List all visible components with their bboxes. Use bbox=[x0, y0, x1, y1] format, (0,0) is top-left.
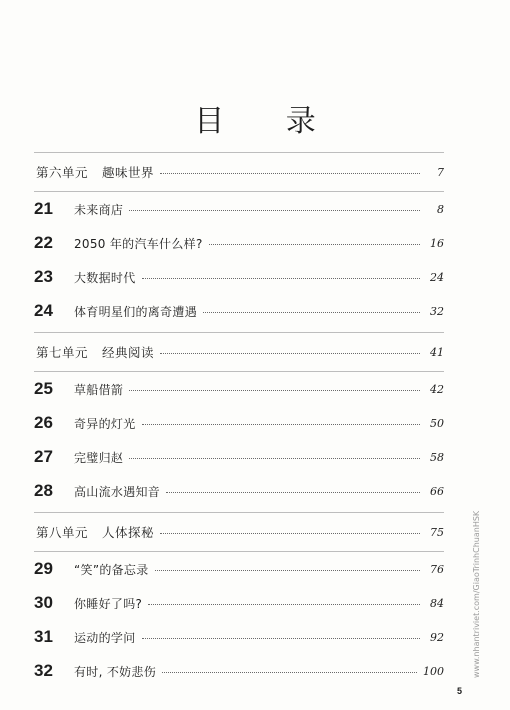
page-ref: 58 bbox=[430, 450, 444, 464]
dot-leader bbox=[162, 671, 417, 673]
dot-leader bbox=[129, 389, 420, 391]
lesson-title: 完璧归赵 bbox=[74, 450, 124, 465]
toc-lesson-26[interactable] bbox=[34, 406, 444, 440]
page-ref: 50 bbox=[430, 416, 444, 430]
toc-lesson-21[interactable] bbox=[34, 192, 444, 226]
dot-leader bbox=[155, 569, 420, 571]
page-ref: 75 bbox=[430, 525, 444, 539]
toc-unit-7[interactable] bbox=[34, 333, 444, 371]
toc-unit-8[interactable] bbox=[34, 513, 444, 551]
lesson-title: 高山流水遇知音 bbox=[74, 484, 161, 499]
lesson-number: 30 bbox=[34, 593, 53, 612]
lesson-number: 23 bbox=[34, 267, 53, 286]
lesson-title: “笑”的备忘录 bbox=[74, 562, 149, 577]
page-ref: 76 bbox=[430, 562, 444, 576]
page-title: 目 录 bbox=[194, 104, 342, 139]
lesson-number: 32 bbox=[34, 661, 53, 680]
toc-lesson-30[interactable] bbox=[34, 586, 444, 620]
page-ref: 16 bbox=[430, 236, 444, 250]
unit-name: 经典阅读 bbox=[102, 345, 155, 360]
page-ref: 42 bbox=[430, 382, 444, 396]
page-ref: 92 bbox=[430, 630, 444, 644]
page-ref: 32 bbox=[430, 304, 444, 318]
dot-leader bbox=[129, 209, 420, 211]
toc-unit-6[interactable] bbox=[34, 153, 444, 191]
lesson-title: 草船借箭 bbox=[74, 382, 124, 397]
lesson-number: 27 bbox=[34, 447, 53, 466]
dot-leader bbox=[203, 311, 420, 313]
unit-label: 第六单元 bbox=[36, 165, 89, 180]
page-ref: 66 bbox=[430, 484, 444, 498]
page-ref: 8 bbox=[437, 202, 444, 216]
toc-lesson-24[interactable] bbox=[34, 294, 444, 328]
dot-leader bbox=[148, 603, 420, 605]
dot-leader bbox=[129, 457, 420, 459]
dot-leader bbox=[142, 637, 420, 639]
dot-leader bbox=[160, 352, 420, 354]
page-ref: 24 bbox=[430, 270, 444, 284]
lesson-title: 2050 年的汽车什么样? bbox=[74, 236, 203, 251]
dot-leader bbox=[166, 491, 420, 493]
page-ref: 7 bbox=[437, 165, 444, 179]
page-number: 5 bbox=[457, 686, 463, 696]
unit-label: 第七单元 bbox=[36, 345, 89, 360]
lesson-title: 大数据时代 bbox=[74, 270, 136, 285]
unit-label: 第八单元 bbox=[36, 525, 89, 540]
dot-leader bbox=[142, 277, 420, 279]
toc-lesson-23[interactable] bbox=[34, 260, 444, 294]
unit-name: 趣味世界 bbox=[102, 165, 155, 180]
page-ref: 84 bbox=[430, 596, 444, 610]
lesson-number: 26 bbox=[34, 413, 53, 432]
toc-lesson-22[interactable] bbox=[34, 226, 444, 260]
lesson-title: 你睡好了吗? bbox=[74, 596, 143, 611]
watermark bbox=[460, 510, 481, 678]
toc-lesson-32[interactable] bbox=[34, 654, 444, 688]
lesson-number: 29 bbox=[34, 559, 53, 578]
lesson-title: 奇异的灯光 bbox=[74, 416, 136, 431]
dot-leader bbox=[160, 172, 420, 174]
lesson-title: 有时, 不妨悲伤 bbox=[74, 664, 157, 679]
lesson-number: 31 bbox=[34, 627, 53, 646]
table-of-contents bbox=[34, 152, 444, 688]
lesson-number: 22 bbox=[34, 233, 53, 252]
toc-lesson-27[interactable] bbox=[34, 440, 444, 474]
watermark-text: www.nhantriviet.com/GiaoTrinhChuanHSK bbox=[472, 510, 481, 678]
lesson-title: 体育明星们的离奇遭遇 bbox=[74, 304, 198, 319]
toc-lesson-29[interactable] bbox=[34, 552, 444, 586]
dot-leader bbox=[160, 532, 420, 534]
dot-leader bbox=[142, 423, 420, 425]
dot-leader bbox=[209, 243, 420, 245]
lesson-number: 28 bbox=[34, 481, 53, 500]
toc-lesson-31[interactable] bbox=[34, 620, 444, 654]
page-ref: 100 bbox=[423, 664, 444, 678]
lesson-number: 21 bbox=[34, 199, 53, 218]
lesson-number: 24 bbox=[34, 301, 53, 320]
toc-lesson-28[interactable] bbox=[34, 474, 444, 508]
lesson-title: 未来商店 bbox=[74, 202, 124, 217]
toc-lesson-25[interactable] bbox=[34, 372, 444, 406]
lesson-title: 运动的学问 bbox=[74, 630, 136, 645]
page-ref: 41 bbox=[430, 345, 444, 359]
lesson-number: 25 bbox=[34, 379, 53, 398]
unit-name: 人体探秘 bbox=[102, 525, 155, 540]
